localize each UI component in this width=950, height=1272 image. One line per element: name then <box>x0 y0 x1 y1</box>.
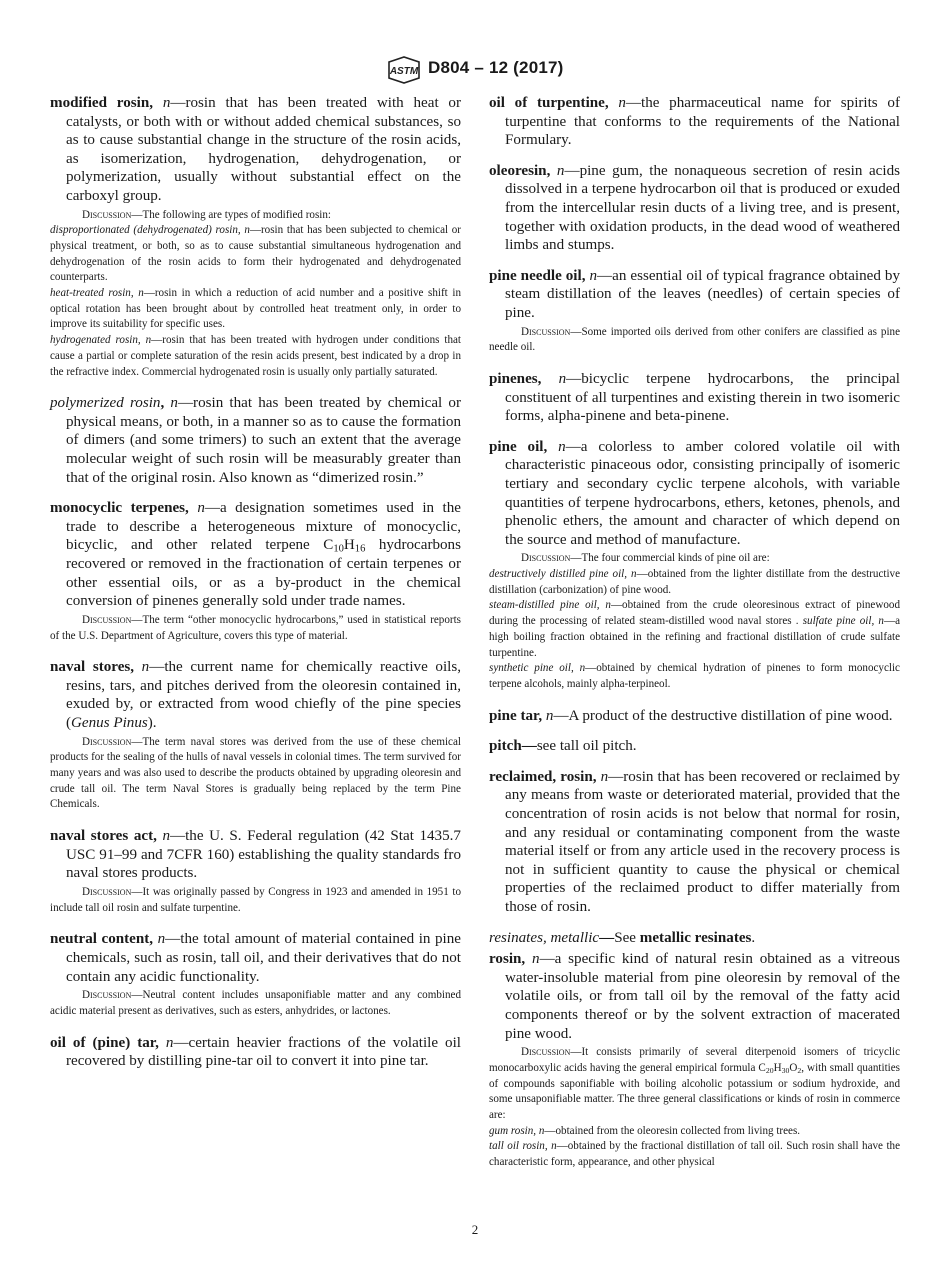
left-column <box>50 94 461 1083</box>
entry-pinenes: pinenes, n—bicyclic terpene hydrocarbons, the principal constituent of all turpentines and existing therein in two isomeric forms, alpha-pinene and beta-pinene. <box>489 370 900 425</box>
discussion: Discussion—The four commercial kinds of pine oil are: destructively distilled pine oil, n—obtained from the lighter distillate from the destructive distillation (carbonization) of pine wood. steam-distilled pine oil, n—obtained from the crude oleoresinous extract of pinewood during the processing of related steam-distilled wood naval stores . sulfate pine oil, n—a high boiling fraction obtained in the refining and fractional distillation of crude sulfate turpentine. synthetic pine oil, n—obtained by chemical hydration of pinenes to form monocyclic terpene alcohols, mainly alpha-terpineol. <box>489 552 901 690</box>
entry-monocyclic-terpenes: monocyclic terpenes, n—a designation sometimes used in the trade to describe a heterogeneous mixture of monocyclic, bicyclic, and other related terpene $C_{10}H_{16}$ hydrocarbons recovered or removed in the fractionation of certain terpenes or other essential oils, or as a by-product in the chemical conversion of pinenes generally sold under trade names. Discussion—The term “other monocyclic hydrocarbons,” used in statistical reports of the U.S. Department of Agriculture, covers this type of material. <box>50 499 461 644</box>
cross-reference: metallic resinates <box>639 929 752 946</box>
definition: —rosin that has been treated with heat or catalysts, or both with or without added chemical substances, so as to cause substantial change in the structure of the rosin acids, as isomerization, hydrogenation, dehydrogenation, or polymerization, usually without substantial effect on the carboxyl group. <box>66 95 462 204</box>
svg-text:ASTM: ASTM <box>389 66 419 77</box>
entry-pine-oil: pine oil, n—a colorless to amber colored volatile oil with characteristic pinaceous odor, consisting principally of isomeric tertiary and secondary cyclic terpene alcohols, with variable quantities of terpene hydrocarbons, ethers, ketones, phenols, and phenolic ethers, the amount and character of which depend on the source and method of manufacture. Discussion—The four commercial kinds of pine oil are: destructively distilled pine oil, n—obtained from the lighter distillate from the destructive distillation (carbonization) of pine wood. steam-distilled pine oil, n—obtained from the crude oleoresinous extract of pinewood during the processing of related steam-distilled wood naval stores . sulfate pine oil, n—a high boiling fraction obtained in the refining and fractional distillation of crude sulfate turpentine. synthetic pine oil, n—obtained by chemical hydration of pinenes to form monocyclic terpene alcohols, mainly alpha-terpineol. <box>489 438 900 693</box>
entry-naval-stores-act: naval stores act, n—the U. S. Federal regulation (42 Stat 1435.7 USC 91–99 and 7CFR 160) establishing the quality standards fro naval stores products. Discussion—It was originally passed by Congress in 1923 and amended in 1951 to include tall oil rosin and sulfate turpentine. <box>50 827 461 916</box>
entry-polymerized-rosin: polymerized rosin, n—rosin that has been treated by chemical or physical means, or both, in a manner so as to cause the formation of dimers (and some trimers) to such an extent that the average molecular weight of such rosin will be measurably greater than that of the original rosin. Also known as “dimerized rosin.” <box>50 395 461 486</box>
discussion: Discussion—It was originally passed by Congress in 1923 and amended in 1951 to include tall oil rosin and sulfate turpentine. <box>50 885 461 914</box>
discussion: Discussion—Some imported oils derived from other conifers are classified as pine needle oil. <box>489 325 900 354</box>
entry-naval-stores: naval stores, n—the current name for chemically reactive oils, resins, tars, and pitches derived from the oleoresin contained in, exuded by, or extracted from wood chiefly of the pine species (Genus Pinus). Discussion—The term naval stores was derived from the use of these chemical products for the sealing of the hulls of naval vessels in colonial times. The term survived for many years and was also used to describe the products obtained by upgrading oleoresin and crude tall oil. The term Naval Stores is gradually being replaced by the term Pine Chemicals. <box>50 658 461 813</box>
discussion: Discussion—Neutral content includes unsaponifiable matter and any combined acidic material present as derivatives, such as esters, anhydrides, or lactones. <box>50 989 461 1017</box>
entry-reclaimed-rosin: reclaimed, rosin, n—rosin that has been recovered or reclaimed by any means from waste or deteriorated material, provided that the concentration of rosin acids is not below that normal for rosin, and any residual or contaminating component from the waste material itself or from any article used in the recovery process is not in sufficient quantity to cause the physical or chemical properties of the reclaimed product to differ materially from those of rosin. <box>489 768 900 915</box>
entry-oleoresin: oleoresin, n—pine gum, the nonaqueous secretion of resin acids dissolved in a terpene hydrocarbon oil that is produced or exuded from the intercellular resin ducts of a living tree, and is present, together with oxidation products, in the dead wood of weathered limbs and stumps. <box>489 162 900 254</box>
page-header <box>0 56 950 84</box>
entry-oil-of-pine-tar: oil of (pine) tar, n—certain heavier fractions of the volatile oil recovered by distilling pine-tar oil to convert it into pine tar. <box>50 1034 461 1070</box>
entry-neutral-content: neutral content, n—the total amount of material contained in pine chemicals, such as rosin, tall oil, and their derivatives that do not contain any acidic functionality. Discussion—Neutral content includes unsaponifiable matter and any combined acidic material present as derivatives, such as esters, anhydrides, or lactones. <box>50 930 461 1019</box>
entry-rosin: rosin, n—a specific kind of natural resin obtained as a vitreous water-insoluble material from pine oleoresin by removal of the volatile oils, or from tall oil by the removal of the fatty acid components thereof or by the solvent extraction of macerated pine wood. Discussion—It consists primarily of several diterpenoid isomers of tricyclic monocarboxylic acids having the general empirical formula $C_{20}H_{30}O_2$, with small quantities of compounds saponifiable with boiling alcoholic potassium or sodium hydroxide, and some unsaponifiable matter. The three general classifications or kinds of rosin in commerce are: gum rosin, n—obtained from the oleoresin collected from living trees. tall oil rosin, n—obtained by the fractional distillation of tall oil. Such rosin shall have the characteristic form, appearance, and other physical <box>489 950 900 1171</box>
discussion: Discussion—The following are types of modified rosin: disproportionated (dehydrogenated) rosin, n—rosin that has been subjected to chemical or physical treatment, or both, so as to cause substantial simultaneous hydrogenation and dehydrogenation of the rosin acids to form their hydrogenated and dehydrogenated counterparts. heat-treated rosin, n—rosin in which a reduction of acid number and a positive shift in optical rotation has been brought about by controlled heat treatment only, in order to improve its suitability for specific uses. hydrogenated rosin, n—rosin that has been treated with hydrogen under conditions that cause a partial or complete saturation of the resin acids present, best indicated by a drop in the refractive index. Commercial hydrogenated rosin is usually only partially saturated. <box>50 208 461 378</box>
page-number: 2 <box>471 1222 479 1237</box>
discussion: Discussion—The term “other monocyclic hydrocarbons,” used in statistical reports of the U.S. Department of Agriculture, covers this type of material. <box>50 613 461 642</box>
term: modified rosin, <box>50 95 154 111</box>
discussion: Discussion—It consists primarily of several diterpenoid isomers of tricyclic monocarboxylic acids having the general empirical formula $C_{20}H_{30}O_2$, with small quantities of compounds saponifiable with boiling alcoholic potassium or sodium hydroxide, and some unsaponifiable matter. The three general classifications or kinds of rosin in commerce are: gum rosin, n—obtained from the oleoresin collected from living trees. tall oil rosin, n—obtained by the fractional distillation of tall oil. Such rosin shall have the characteristic form, appearance, and other physical <box>489 1046 900 1169</box>
right-column <box>489 94 900 1185</box>
document-id: D804 – 12 (2017) <box>428 58 564 77</box>
entry-modified-rosin: modified rosin, n—rosin that has been treated with heat or catalysts, or both with or without added chemical substances, so as to cause substantial change in the structure of the rosin acids, as isomerization, hydrogenation, dehydrogenation, or polymerization, usually without substantial effect on the carboxyl group. Discussion—The following are types of modified rosin: disproportionated (dehydrogenated) rosin, n—rosin that has been subjected to chemical or physical treatment, or both, so as to cause substantial simultaneous hydrogenation and dehydrogenation of the rosin acids to form their hydrogenated and dehydrogenated counterparts. heat-treated rosin, n—rosin in which a reduction of acid number and a positive shift in optical rotation has been brought about by controlled heat treatment only, in order to improve its suitability for specific uses. hydrogenated rosin, n—rosin that has been treated with hydrogen under conditions that cause a partial or complete saturation of the resin acids present, best indicated by a drop in the refractive index. Commercial hydrogenated rosin is usually only partially saturated. <box>50 94 461 380</box>
astm-logo-icon <box>387 56 421 84</box>
entry-pine-tar: pine tar, n—A product of the destructive distillation of pine wood. <box>489 707 893 724</box>
entry-oil-of-turpentine: oil of turpentine, n—the pharmaceutical name for spirits of turpentine that conforms to the requirements of the National Formulary. <box>489 95 900 149</box>
entry-pine-needle-oil: pine needle oil, n—an essential oil of typical fragrance obtained by steam distillation of the leaves (needles) of certain species of pine. Discussion—Some imported oils derived from other conifers are classified as pine needle oil. <box>489 267 900 356</box>
entry-pitch: pitch—see tall oil pitch. <box>489 738 637 755</box>
discussion: Discussion—The term naval stores was derived from the use of these chemical products for the sealing of the hulls of naval vessels in colonial times. The term survived for many years and was also used to describe the products obtained by upgrading oleoresin and crude tall oil. The term Naval Stores is gradually being replaced by the term Pine Chemicals. <box>50 735 461 811</box>
entry-resinates-metallic: resinates, metallic—See metallic resinates. <box>489 929 756 946</box>
